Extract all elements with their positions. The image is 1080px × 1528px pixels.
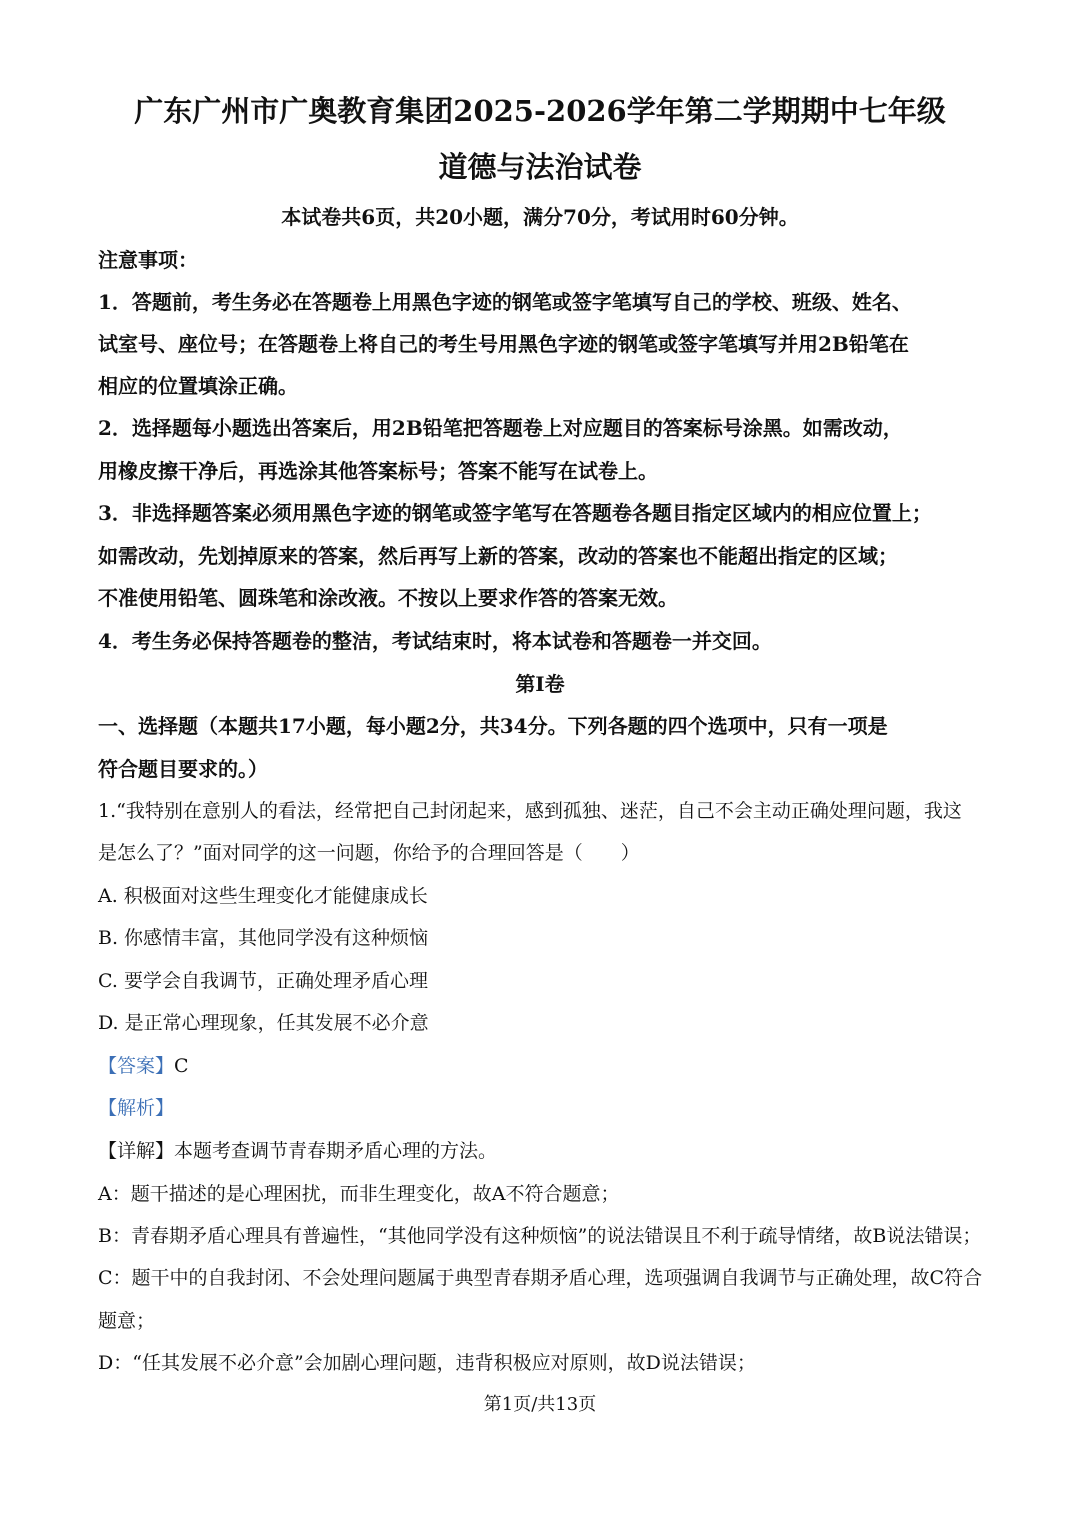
option-d: D. 是正常心理现象，任其发展不必介意 <box>98 1012 429 1034</box>
page-footer: 第1页/共13页 <box>483 1394 597 1415</box>
option-b: B. 你感情丰富，其他同学没有这种烦恼 <box>98 927 429 949</box>
detail-line <box>98 1137 497 1165</box>
option-a: A. 积极面对这些生理变化才能健康成长 <box>98 885 428 907</box>
answer-tag: 【答案】 <box>98 1055 175 1077</box>
explanation-line: D：“任其发展不必介意”会加剧心理问题，违背积极应对原则，故D说法错误； <box>98 1352 756 1374</box>
note-line: 不准使用铅笔、圆珠笔和涂改液。不按以上要求作答的答案无效。 <box>98 586 678 610</box>
note-line: 用橡皮擦干净后，再选涂其他答案标号；答案不能写在试卷上。 <box>98 459 658 483</box>
explanation-line: A：题干描述的是心理困扰，而非生理变化，故A不符合题意； <box>98 1183 620 1205</box>
option-c: C. 要学会自我调节，正确处理矛盾心理 <box>98 970 428 992</box>
explanation-line: B：青春期矛盾心理具有普遍性，“其他同学没有这种烦恼”的说法错误且不利于疏导情绪，故B说法错误； <box>98 1225 982 1247</box>
detail-text: 本题考查调节青春期矛盾心理的方法。 <box>174 1140 498 1162</box>
question-stem-line1: 1.“我特别在意别人的看法，经常把自己封闭起来，感到孤独、迷茫，自己不会主动正确处理问题，我这 <box>98 800 962 822</box>
detail-tag: 【详解】 <box>98 1140 175 1162</box>
section-heading-line2: 符合题目要求的。） <box>98 757 268 781</box>
note-line: 试室号、座位号；在答题卷上将自己的考生号用黑色字迹的钢笔或签字笔填写并用2B铅笔在 <box>98 332 909 356</box>
note-line: 1．答题前，考生务必在答题卷上用黑色字迹的钢笔或签字笔填写自己的学校、班级、姓名、 <box>98 290 912 314</box>
explanation-line: 题意； <box>98 1310 156 1332</box>
exam-subtitle: 本试卷共6页，共20小题，满分70分，考试用时60分钟。 <box>281 205 799 229</box>
question-stem-line2: 是怎么了？”面对同学的这一问题，你给予的合理回答是（ ） <box>98 842 640 864</box>
answer-value: C <box>174 1055 189 1077</box>
analysis-tag: 【解析】 <box>98 1097 175 1119</box>
volume-heading: 第I卷 <box>515 672 565 696</box>
note-line: 3．非选择题答案必须用黑色字迹的钢笔或签字笔写在答题卷各题目指定区域内的相应位置上； <box>98 501 932 525</box>
notes-heading: 注意事项： <box>98 248 198 272</box>
explanation-line: C：题干中的自我封闭、不会处理问题属于典型青春期矛盾心理，选项强调自我调节与正确处理，故C符合 <box>98 1267 983 1289</box>
note-line: 如需改动，先划掉原来的答案，然后再写上新的答案，改动的答案也不能超出指定的区域； <box>98 544 898 568</box>
note-line: 4．考生务必保持答题卷的整洁，考试结束时，将本试卷和答题卷一并交回。 <box>98 629 772 653</box>
note-line: 相应的位置填涂正确。 <box>98 374 298 398</box>
answer-line <box>98 1052 189 1080</box>
exam-title-line2: 道德与法治试卷 <box>438 150 642 184</box>
note-line: 2．选择题每小题选出答案后，用2B铅笔把答题卷上对应题目的答案标号涂黑。如需改动， <box>98 416 903 440</box>
exam-title-line1: 广东广州市广奥教育集团2025-2026学年第二学期期中七年级 <box>134 94 946 128</box>
section-heading-line1: 一、选择题（本题共17小题，每小题2分，共34分。下列各题的四个选项中，只有一项是 <box>98 714 888 738</box>
